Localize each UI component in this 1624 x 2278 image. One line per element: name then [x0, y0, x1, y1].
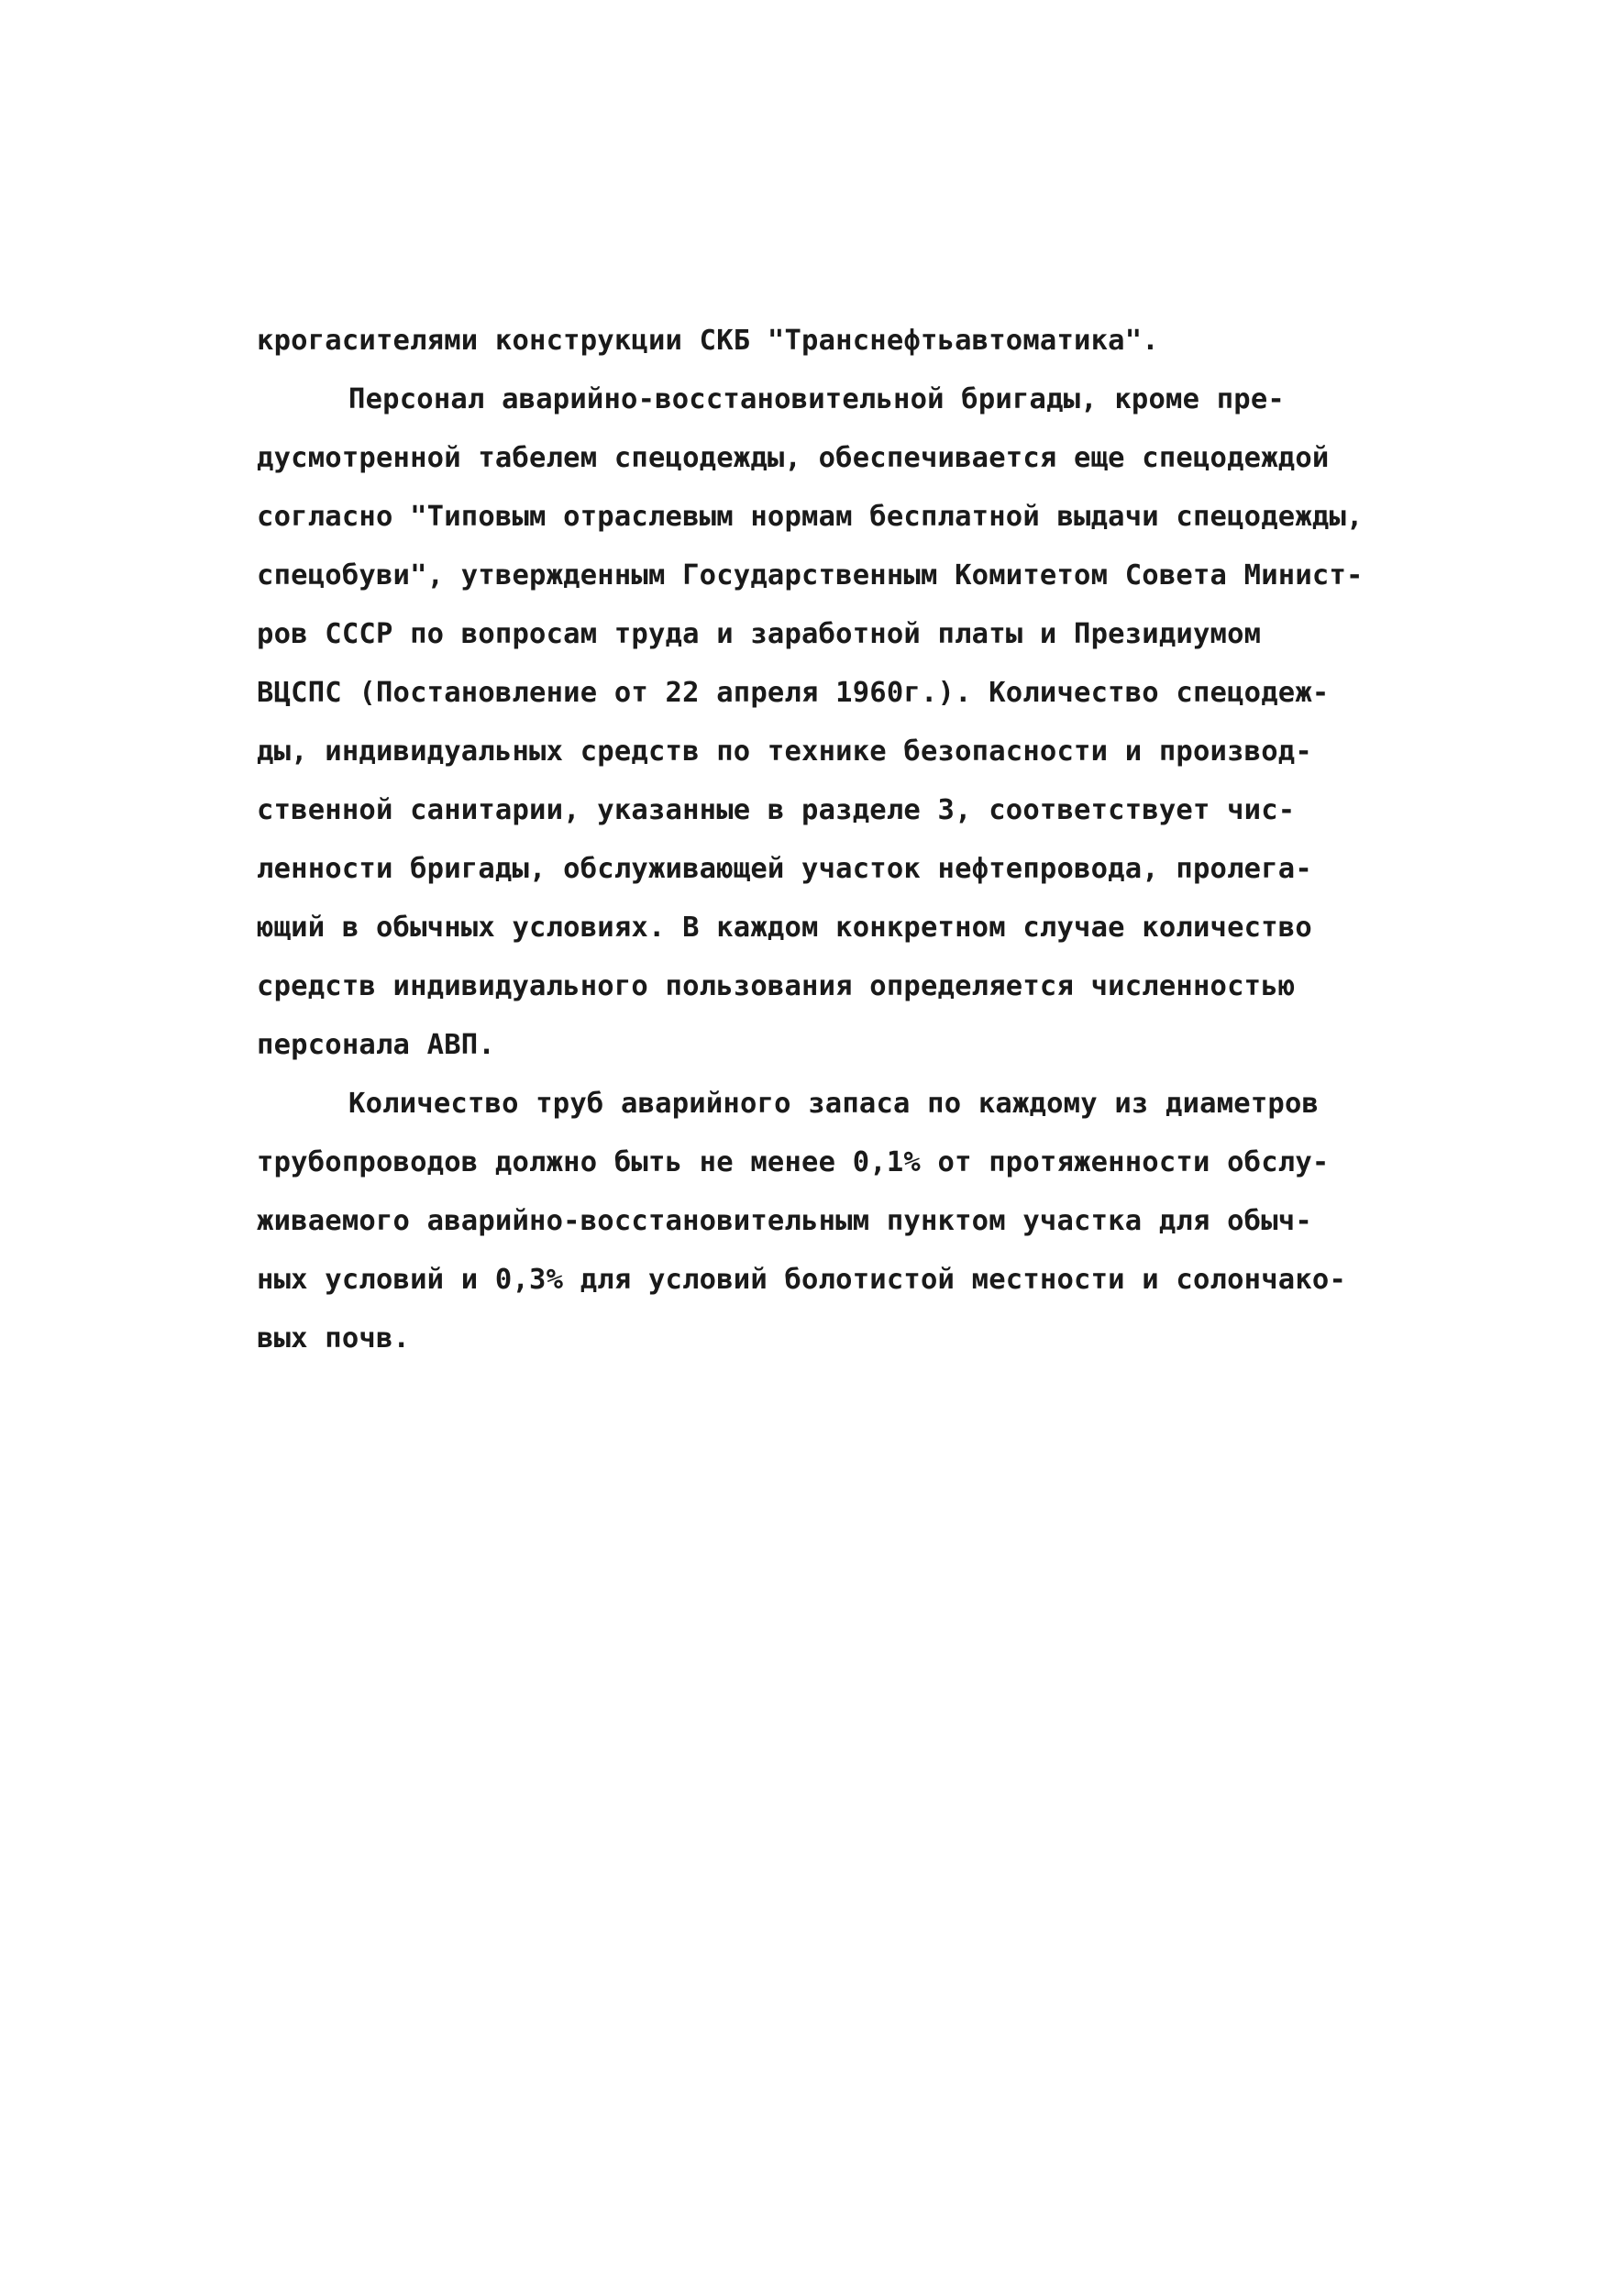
text-line: ющий в обычных условиях. В каждом конкретном случае количество: [257, 912, 1312, 944]
text-line: живаемого аварийно-восстановительным пунктом участка для обыч-: [257, 1205, 1312, 1237]
text-line: ВЦСПС (Постановление от 22 апреля 1960г.). Количество спецодеж-: [257, 677, 1330, 709]
text-line: средств индивидуального пользования определяется численностью: [257, 970, 1296, 1002]
text-line: крогасителями конструкции СКБ "Транснефтьавтоматика".: [257, 325, 1159, 357]
text-line: вых почв.: [257, 1322, 411, 1355]
text-line: согласно "Типовым отраслевым нормам бесплатной выдачи спецодежды,: [257, 501, 1364, 533]
text-line: ров СССР по вопросам труда и заработной платы и Президиумом: [257, 618, 1262, 650]
text-line: персонала АВП.: [257, 1029, 495, 1061]
text-line: ных условий и 0,3% для условий болотистой местности и солончако-: [257, 1264, 1347, 1296]
text-line: трубопроводов должно быть не менее 0,1% от протяженности обслу-: [257, 1146, 1330, 1178]
text-line: ленности бригады, обслуживающей участок нефтепровода, пролега-: [257, 853, 1312, 885]
text-line: спецобуви", утвержденным Государственным Комитетом Совета Минист-: [257, 559, 1364, 592]
paragraph-continuation: [257, 312, 1467, 370]
text-line: ды, индивидуальных средств по технике безопасности и производ-: [257, 735, 1312, 768]
text-line: ственной санитарии, указанные в разделе 3, соответствует чис-: [257, 794, 1296, 826]
text-line: дусмотренной табелем спецодежды, обеспечивается еще спецодеждой: [257, 442, 1330, 474]
text-line: Количество труб аварийного запаса по каждому из диаметров: [348, 1088, 1320, 1120]
text-line: Персонал аварийно-восстановительной бригады, кроме пре-: [348, 383, 1285, 415]
paragraph-pipe-reserve: [257, 1075, 1467, 1368]
body-text: [257, 312, 1467, 1368]
paragraph-personnel: [257, 370, 1467, 1075]
